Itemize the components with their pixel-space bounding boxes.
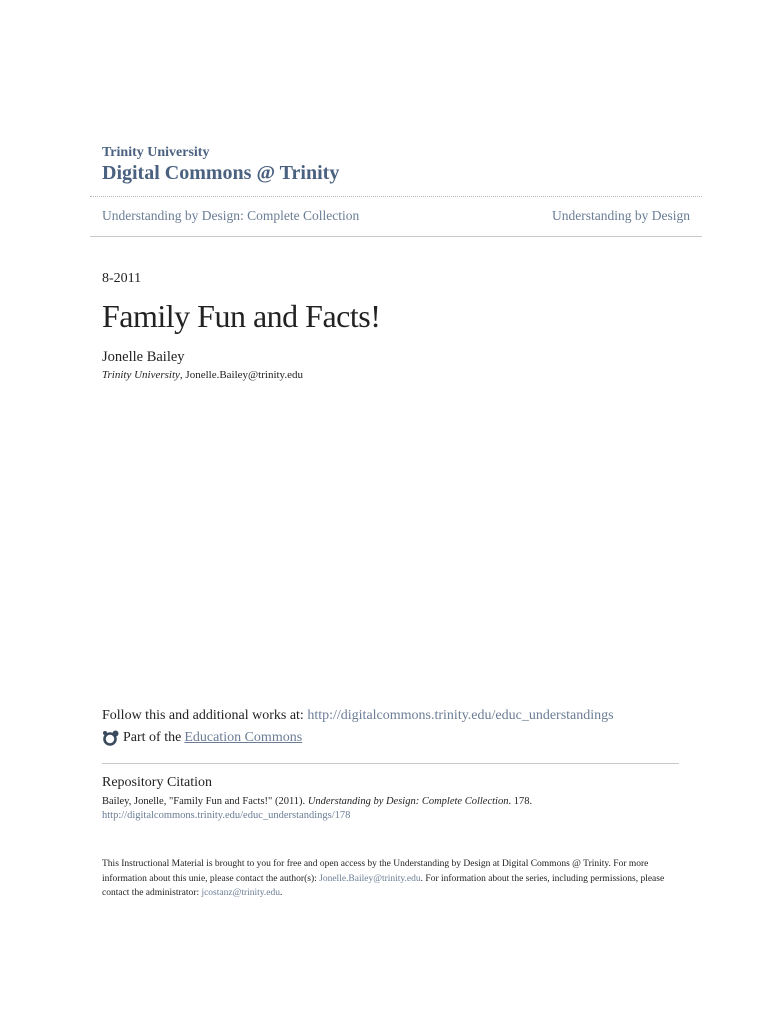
part-of-prefix: Part of the [123,730,182,745]
citation-divider [102,763,679,764]
series-divider [90,236,702,237]
citation-text-post: . 178. [508,796,533,807]
affiliation-name: Trinity University [102,369,180,381]
institution-name: Trinity University [102,145,210,160]
publication-date: 8-2011 [102,271,142,286]
repository-name[interactable]: Digital Commons @ Trinity [102,162,340,184]
follow-line [102,708,614,724]
network-icon [102,730,120,746]
follow-label: Follow this and additional works at: [102,708,308,723]
author-affiliation [102,369,303,381]
citation-heading: Repository Citation [102,775,213,790]
citation-text [102,796,532,807]
access-notice [102,857,672,901]
notice-part2: . For information about the series, including permissions, please contact the administrator: [102,873,665,898]
part-of-line [102,730,302,746]
admin-email-link[interactable]: jcostanz@trinity.edu [201,888,281,898]
collection-link[interactable]: Understanding by Design: Complete Collection [102,208,360,223]
author-name: Jonelle Bailey [102,349,185,365]
discipline-link[interactable]: Education Commons [184,730,303,745]
article-title: Family Fun and Facts! [102,298,381,334]
notice-part1: This Instructional Material is brought to you for free and open access by the Understanding by Design at Digital Commons @ Trinity. For more information about this unie, please contact the author(s): [102,859,649,884]
header-divider [90,196,702,197]
affiliation-separator: , [179,369,186,381]
citation-series: Understanding by Design: Complete Collection [307,796,509,807]
series-link[interactable]: Understanding by Design [552,208,690,223]
author-email: Jonelle.Bailey@trinity.edu [185,369,303,381]
follow-link[interactable]: http://digitalcommons.trinity.edu/educ_understandings [307,708,614,723]
citation-text-pre: Bailey, Jonelle, "Family Fun and Facts!" (2011). [102,796,308,807]
author-email-link[interactable]: Jonelle.Bailey@trinity.edu [319,873,421,884]
notice-part3: . [280,888,283,898]
citation-link[interactable]: http://digitalcommons.trinity.edu/educ_understandings/178 [102,810,351,821]
